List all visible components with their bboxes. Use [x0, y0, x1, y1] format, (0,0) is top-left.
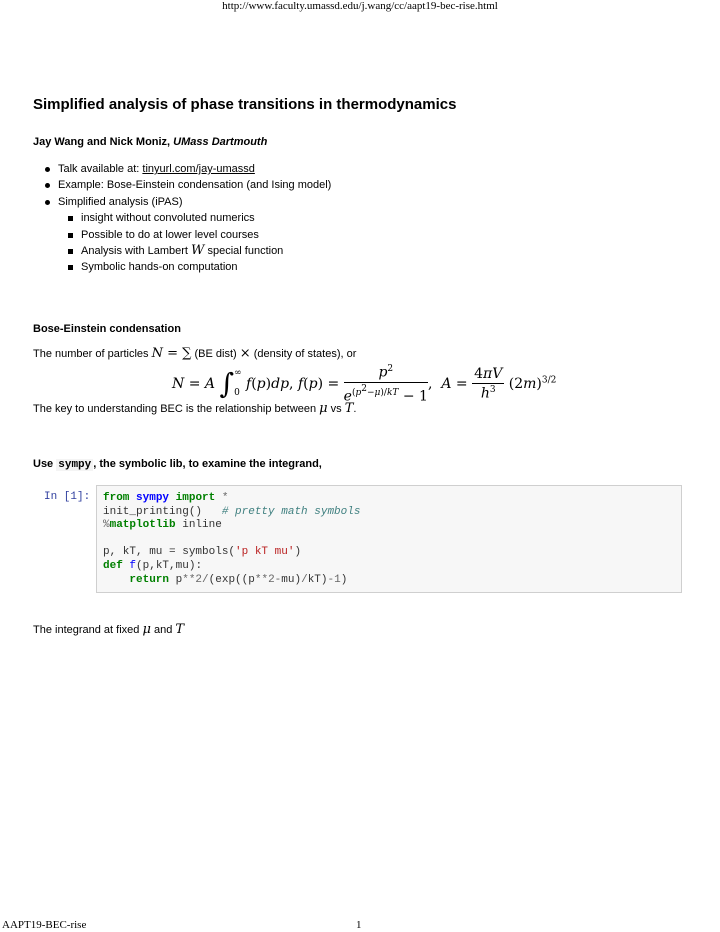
sub-list-item: insight without convoluted numerics: [68, 210, 331, 226]
bec-key: [33, 401, 356, 416]
bec-equation: N = A ∫∞ 0 f(p)dp, f(p) = $\frac{p^2}{e^{(p^2-\mu)/kT} - 1}$ , A = $\frac{4\pi V}{h^3}$ $(2m)^{3/2}$: [172, 364, 557, 405]
sum-eq: N = ∑: [151, 346, 192, 361]
integrand-and: and: [150, 624, 176, 636]
lambert-w: W: [191, 243, 205, 259]
bullet-list: [45, 161, 331, 276]
bec-intro: [33, 346, 356, 361]
t-symbol: T: [175, 622, 185, 637]
page-url: http://www.faculty.umassd.edu/j.wang/cc/aapt19-bec-rise.html: [222, 0, 498, 12]
simplified-label: Simplified analysis (iPAS): [58, 195, 183, 208]
key-text-2: vs: [327, 403, 345, 415]
intro-text-3: (density of states), or: [250, 348, 357, 360]
cell-prompt: In [1]:: [44, 491, 91, 503]
talk-link[interactable]: tinyurl.com/jay-umassd: [142, 163, 255, 175]
list-item: [45, 161, 331, 177]
integrand-text: [33, 622, 184, 637]
times-symbol: ×: [239, 346, 251, 361]
sub-bullet-list: [68, 210, 331, 276]
intro-text: The number of particles: [33, 348, 152, 360]
sympy-heading-text: Use: [33, 458, 57, 470]
mu-symbol: μ: [142, 622, 151, 637]
code-cell[interactable]: [96, 485, 682, 593]
code-block: from sympy import * init_printing() # pretty math symbols %matplotlib inline p, kT, mu = symbols('p kT mu') def f(p,kT,mu): return p**2/(exp((p**2-mu)/kT)-1): [103, 492, 361, 586]
author-names: Jay Wang and Nick Moniz,: [33, 136, 174, 148]
page-title: Simplified analysis of phase transitions in thermodynamics: [33, 96, 457, 113]
page-number: 1: [356, 919, 362, 931]
bec-heading: Bose-Einstein condensation: [33, 323, 181, 335]
mu-symbol: μ: [319, 401, 328, 416]
sympy-heading: [33, 458, 322, 471]
list-item: [45, 194, 331, 276]
sub-list-item: Symbolic hands-on computation: [68, 259, 331, 275]
sympy-code: sympy: [58, 459, 92, 471]
list-item: Example: Bose-Einstein condensation (and Ising model): [45, 177, 331, 193]
key-text-3: .: [353, 403, 357, 415]
affiliation: UMass Dartmouth: [173, 136, 268, 148]
sub-list-item: [68, 243, 331, 259]
talk-label: Talk available at:: [58, 163, 143, 175]
integrand-label: The integrand at fixed: [33, 624, 143, 636]
sub-list-item: Possible to do at lower level courses: [68, 227, 331, 243]
lambert-text: Analysis with Lambert: [81, 245, 192, 258]
footer-label: AAPT19-BEC-rise: [2, 919, 87, 931]
t-symbol: T: [344, 401, 354, 416]
intro-text-2: (BE dist): [191, 348, 240, 360]
sympy-heading-text-2: , the symbolic lib, to examine the integrand,: [93, 458, 322, 470]
lambert-text-2: special function: [204, 245, 284, 258]
authors: [33, 136, 267, 148]
key-text: The key to understanding BEC is the relationship between: [33, 403, 320, 415]
